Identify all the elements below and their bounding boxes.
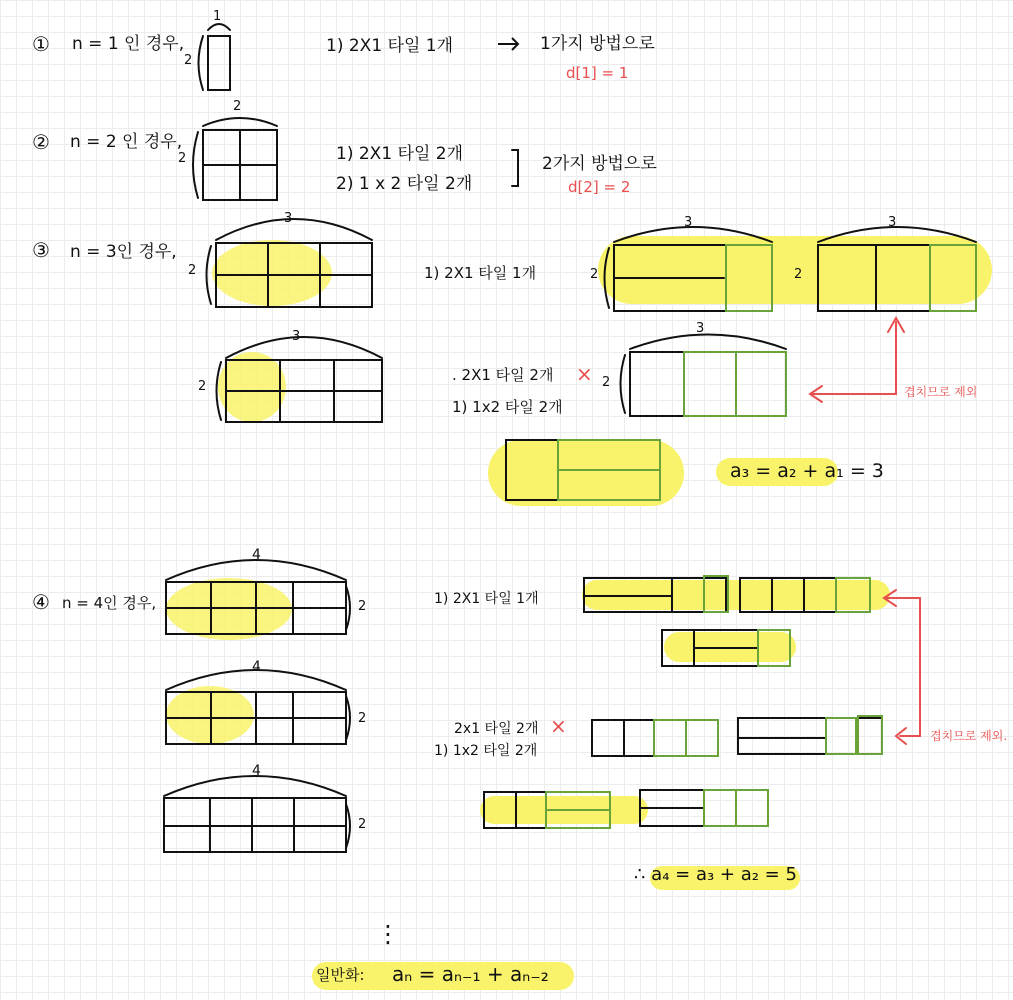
- case4-duplicate-note: 겹치므로 제외.: [930, 729, 1008, 743]
- case2-method-1: 1) 2X1 타일 2개: [336, 144, 464, 164]
- case4-dim-width-1: 4: [252, 547, 261, 563]
- case4-dim-height-3: 2: [358, 817, 367, 832]
- case1-method: 1) 2X1 타일 1개: [326, 36, 454, 56]
- case4-dim-height-1: 2: [358, 599, 367, 614]
- case3-dim-tile-2: 3: [888, 215, 897, 230]
- case4-marker: ④: [32, 590, 50, 614]
- case4-dim-width-3: 4: [252, 763, 261, 779]
- case3-dim-tile-3: 3: [696, 321, 705, 336]
- case3-dim-height: 2: [188, 263, 197, 278]
- case3-method-2: 1) 1x2 타일 2개: [452, 398, 563, 416]
- ellipsis: ⋮: [376, 920, 400, 948]
- case3-duplicate-note: 겹치므로 제외: [904, 385, 978, 399]
- case4-method-2: 1) 1x2 타일 2개: [434, 743, 538, 759]
- case4-x-mark: ×: [550, 714, 567, 738]
- case3-dim-tile-1: 3: [684, 215, 693, 230]
- case3-method-1: 1) 2X1 타일 1개: [424, 264, 537, 282]
- case2-dim-width: 2: [233, 99, 242, 114]
- case4-method-excluded: 2x1 타일 2개: [454, 721, 539, 737]
- case3-formula: a₃ = a₂ + a₁ = 3: [730, 460, 884, 482]
- case3-method-excluded: . 2X1 타일 2개: [452, 366, 554, 384]
- case3-dim-tile-2-h: 2: [794, 267, 803, 282]
- case2-method-2: 2) 1 x 2 타일 2개: [336, 174, 473, 194]
- case3-dim-height-2: 2: [198, 379, 207, 394]
- case4-title: n = 4인 경우,: [62, 594, 157, 612]
- case4-dim-height-2: 2: [358, 711, 367, 726]
- case1-dim-height: 2: [184, 53, 193, 68]
- case3-dim-width: 3: [284, 211, 293, 226]
- case2-title: n = 2 인 경우,: [70, 132, 183, 152]
- case1-marker: ①: [32, 32, 50, 56]
- case1-dim-width: 1: [213, 9, 222, 24]
- general-label: 일반화:: [316, 966, 365, 984]
- case3-x-mark: ×: [576, 362, 593, 386]
- case2-result: 2가지 방법으로: [542, 154, 657, 174]
- case3-marker: ③: [32, 238, 50, 262]
- case3-dim-tile-3-h: 2: [602, 375, 611, 390]
- case3-title: n = 3인 경우,: [70, 242, 177, 262]
- case4-method-1: 1) 2X1 타일 1개: [434, 591, 539, 607]
- case2-marker: ②: [32, 130, 50, 154]
- case4-formula: ∴ a₄ = a₃ + a₂ = 5: [634, 864, 797, 885]
- case1-title: n = 1 인 경우,: [72, 34, 185, 54]
- general-formula: aₙ = aₙ₋₁ + aₙ₋₂: [392, 962, 549, 986]
- case3-dim-tile-1-h: 2: [590, 267, 599, 282]
- case2-formula: d[2] = 2: [568, 178, 631, 196]
- case3-dim-width-2: 3: [292, 329, 301, 344]
- case4-dim-width-2: 4: [252, 659, 261, 675]
- case1-result: 1가지 방법으로: [540, 34, 655, 54]
- case2-dim-height: 2: [178, 151, 187, 166]
- case1-formula: d[1] = 1: [566, 64, 629, 82]
